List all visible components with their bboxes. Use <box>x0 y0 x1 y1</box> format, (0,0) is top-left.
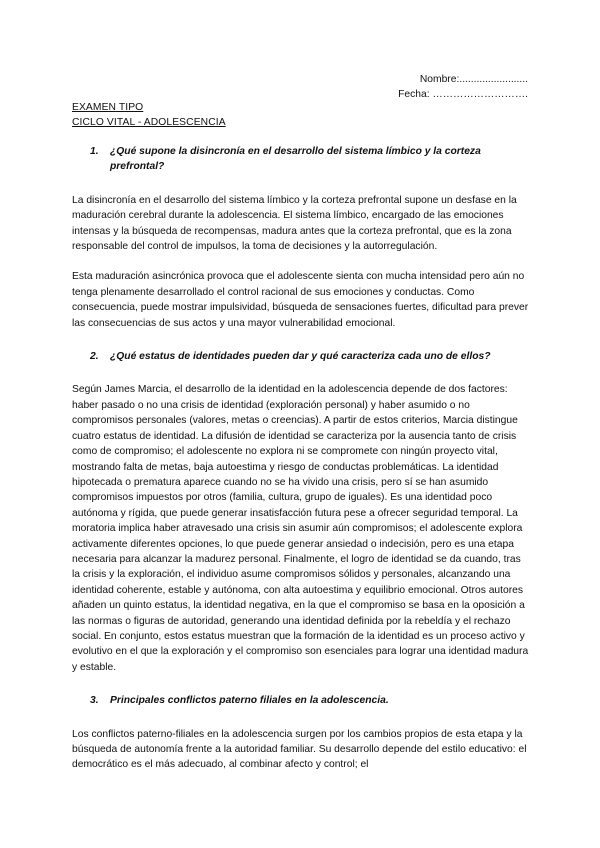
date-field: Fecha: ………………………. <box>398 89 528 100</box>
question-3 <box>90 693 510 708</box>
answer-2-paragraph-1: Según James Marcia, el desarrollo de la identidad en la adolescencia depende de dos factores: haber pasado o no una crisis de identidad (exploración personal) y haber asumido o no compromisos personales (valores, metas o creencias). A partir de estos criterios, Marcia distingue cuatro estatus de identidad. La difusión de identidad se caracteriza por la ausencia tanto de crisis como de compromiso; el adolescente no explora ni se compromete con ningún proyecto vital, mostrando falta de metas, baja autoestima y riesgo de conductas problemáticas. La identidad hipotecada o prematura aparece cuando no se ha vivido una crisis, pero sí se han asumido compromisos impuestos por otros (familia, cultura, grupo de iguales). Es una identidad poco autónoma y rígida, que puede generar insatisfacción futura pese a ofrecer seguridad temporal. La moratoria implica haber atravesado una crisis sin asumir aún compromisos; el adolescente explora activamente diferentes opciones, lo que puede generar ansiedad o indecisión, pero es una etapa necesaria para alcanzar la madurez personal. Finalmente, el logro de identidad se da cuando, tras la crisis y la exploración, el individuo asume compromisos sólidos y personales, alcanzando una identidad coherente, estable y autónoma, con alta autoestima y equilibrio emocional. Otros autores añaden un quinto estatus, la identidad negativa, en la que el compromiso se basa en la oposición a las normas o figuras de autoridad, generando una identidad definida por la rebeldía y el rechazo social. En conjunto, estos estatus muestran que la formación de la identidad es un proceso activo y evolutivo en el que la exploración y el compromiso son esenciales para lograr una identidad madura y estable. <box>72 384 529 673</box>
question-2 <box>90 349 510 364</box>
student-info <box>398 72 528 102</box>
exam-content <box>72 144 530 773</box>
question-text: Principales conflictos paterno filiales en la adolescencia. <box>110 695 389 707</box>
question-text: ¿Qué estatus de identidades pueden dar y qué caracteriza cada uno de ellos? <box>110 351 491 363</box>
question-text: ¿Qué supone la disincronía en el desarrollo del sistema límbico y la corteza prefrontal? <box>110 146 481 173</box>
answer-1-paragraph-1: La disincronía en el desarrollo del sistema límbico y la corteza prefrontal supone un desfase en la maduración cerebral durante la adolescencia. El sistema límbico, encargado de las emociones intensas y la búsqueda de recompensas, madura antes que la corteza prefrontal, que es la zona responsable del control de impulsos, la toma de decisiones y la autorregulación. <box>72 194 517 253</box>
answer-1-paragraph-2: Esta maduración asincrónica provoca que el adolescente sienta con mucha intensidad pero aún no tenga plenamente desarrollado el control racional de sus emociones y conductas. Como consecuencia, puede mostrar impulsividad, búsqueda de sensaciones fuertes, dificultad para prever las consecuencias de sus actos y una mayor vulnerabilidad emocional. <box>72 271 529 329</box>
answer-3-paragraph-1: Los conflictos paterno-filiales en la adolescencia surgen por los cambios propios de esta etapa y la búsqueda de autonomía frente a la autoridad familiar. Su desarrollo depende del estilo educativo: el democrático es el más adecuado, al combinar afecto y control; el <box>72 728 527 771</box>
name-field: Nombre:........................ <box>419 74 528 85</box>
question-number: 2. <box>90 351 99 363</box>
exam-subject: CICLO VITAL - ADOLESCENCIA <box>72 117 226 128</box>
question-1 <box>90 144 510 175</box>
exam-heading <box>72 100 226 130</box>
exam-title: EXAMEN TIPO <box>72 102 144 113</box>
question-number: 1. <box>90 146 99 157</box>
question-number: 3. <box>90 695 99 707</box>
